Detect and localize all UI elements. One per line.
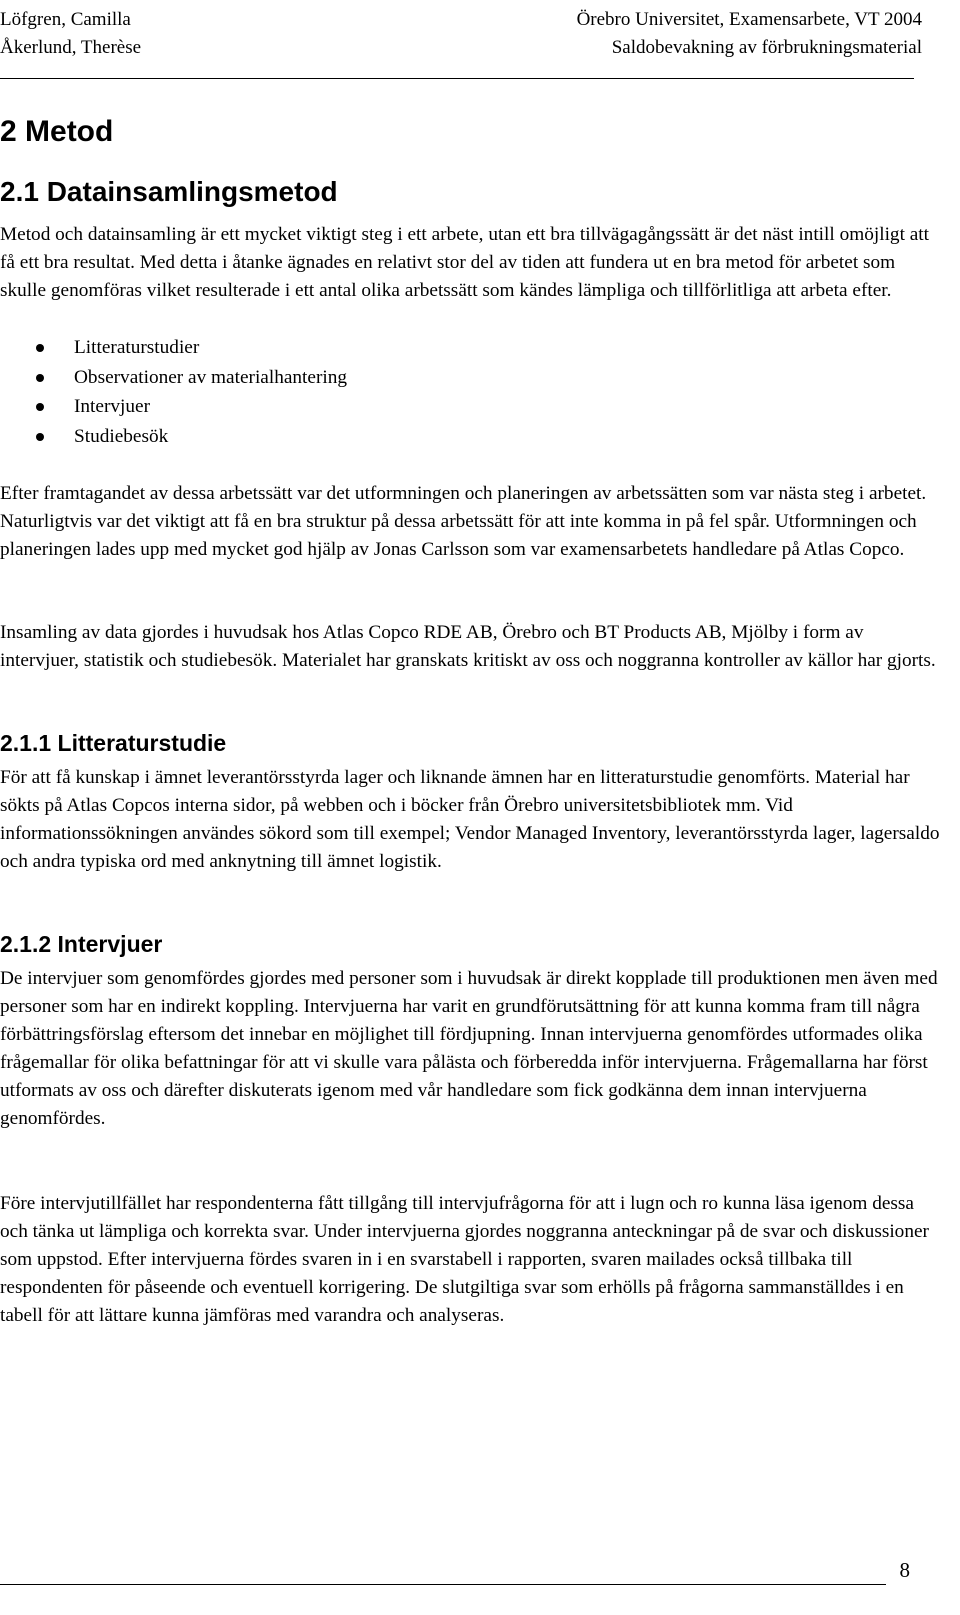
- header-author-2: Åkerlund, Therèse: [0, 37, 142, 58]
- header-author-1: Löfgren, Camilla: [0, 9, 131, 30]
- bullet-icon: [36, 344, 44, 352]
- bullet-icon: [36, 374, 44, 382]
- interviews-paragraph-1: De intervjuer som genomfördes gjordes med personer som i huvudsak är direkt kopplade till produktionen men även med personer som har en indirekt koppling. Intervjuerna har varit en grundförutsättning för att kunna komma fram till några förbättringsförslag eftersom det innebar en möjlighet till fördjupning. Innan intervjuerna genomfördes utformades olika frågemallar för olika befattningar för att vi skulle vara pålästa och förberedda inför intervjuerna. Frågemallarna har först utformats av oss och därefter diskuterats igenom med vår handledare som fick godkänna dem innan intervjuerna genomfördes.: [0, 968, 938, 1129]
- list-item: Studiebesök: [0, 422, 347, 452]
- page-number: 8: [899, 1558, 910, 1582]
- chapter-heading: 2 Metod: [0, 115, 114, 148]
- header-authors: [0, 6, 141, 62]
- subsection-heading-literature: 2.1.1 Litteraturstudie: [0, 730, 227, 756]
- intro-paragraph: Metod och datainsamling är ett mycket viktigt steg i ett arbete, utan ett bra tillvägagångssätt är det näst intill omöjligt att få ett bra resultat. Med detta i åtanke ägnades en relativt stor del av tiden att fundera ut en bra metod för arbetet som skulle genomföras vilket resulterade i ett antal olika arbetssätt som kändes lämpliga och tillförlitliga att arbeta efter.: [0, 224, 930, 301]
- section-heading: 2.1 Datainsamlingsmetod: [0, 176, 338, 207]
- footer-divider: [0, 1584, 886, 1585]
- interviews-paragraph-2: Före intervjutillfället har respondenterna fått tillgång till intervjufrågorna för att i lugn och ro kunna läsa igenom dessa och tänka ut lämpliga och korrekta svar. Under intervjuerna gjordes noggranna anteckningar på de svar och diskussioner som uppstod. Efter intervjuerna fördes svaren in i en svarstabell i rapporten, svaren mailades också tillbaka till respondenten för påseende och eventuell korrigering. De slutgiltiga svar som erhölls på frågorna sammanställdes i en tabell för att lättare kunna jämföras med varandra och analyseras.: [0, 1193, 929, 1326]
- subsection-heading-interviews: 2.1.2 Intervjuer: [0, 931, 163, 957]
- header-institution: Örebro Universitet, Examensarbete, VT 2004: [576, 9, 922, 30]
- list-item: Litteraturstudier: [0, 333, 347, 363]
- method-list: [0, 333, 347, 451]
- header-divider: [0, 78, 914, 79]
- data-collection-paragraph: Insamling av data gjordes i huvudsak hos Atlas Copco RDE AB, Örebro och BT Products AB, Mjölby i form av intervjuer, statistik och studiebesök. Materialet har granskats kritiskt av oss och noggranna kontroller av källor har gjorts.: [0, 622, 936, 671]
- list-item: Observationer av materialhantering: [0, 363, 347, 393]
- literature-paragraph: För att få kunskap i ämnet leverantörsstyrda lager och liknande ämnen har en litteraturstudie genomförts. Material har sökts på Atlas Copcos interna sidor, på webben och i böcker från Örebro universitetsbibliotek mm. Vid informationssökningen användes sökord som till exempel; Vendor Managed Inventory, leverantörsstyrda lager, lagersaldo och andra typiska ord med anknytning till ämnet logistik.: [0, 767, 940, 872]
- header-document-info: [577, 6, 922, 62]
- bullet-icon: [36, 403, 44, 411]
- list-item: Intervjuer: [0, 392, 347, 422]
- planning-paragraph: Efter framtagandet av dessa arbetssätt var det utformningen och planeringen av arbetssätten som var nästa steg i arbetet. Naturligtvis var det viktigt att få en bra struktur på dessa arbetssätt för att inte komma in på fel spår. Utformningen och planeringen lades upp med mycket god hjälp av Jonas Carlsson som var examensarbetets handledare på Atlas Copco.: [0, 483, 927, 560]
- bullet-icon: [36, 433, 44, 441]
- header-thesis-title: Saldobevakning av förbrukningsmaterial: [611, 37, 922, 58]
